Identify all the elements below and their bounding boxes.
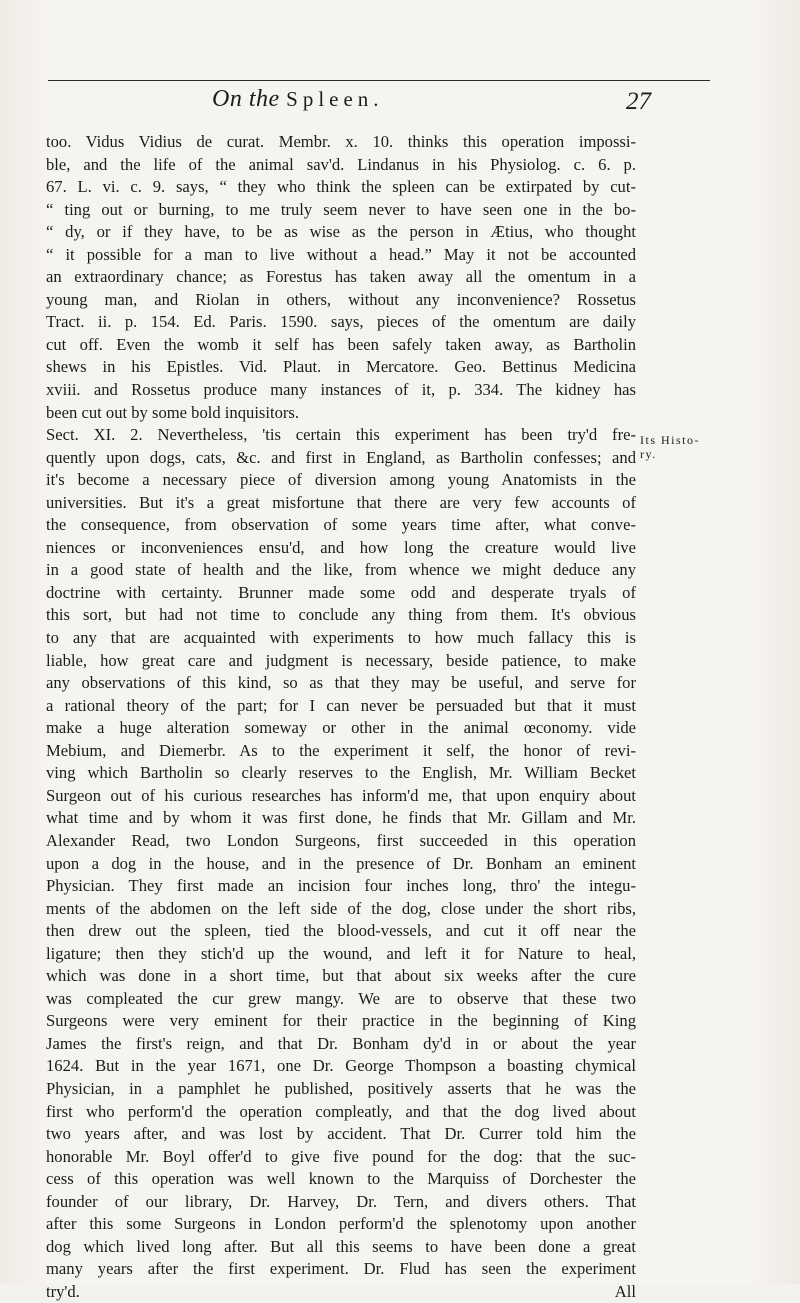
running-title-smallcaps: Spleen. <box>286 87 384 111</box>
text-line: two years after, and was lost by accident. That Dr. Currer told him the <box>46 1124 636 1144</box>
text-line: 1624. But in the year 1671, one Dr. George Thompson a boasting chymical <box>46 1056 636 1076</box>
text-line <box>46 1281 636 1303</box>
margin-note-line-2: ry. <box>640 447 657 461</box>
text-line: first who perform'd the operation compleatly, and that the dog lived about <box>46 1101 636 1121</box>
text-line: Tract. ii. p. 154. Ed. Paris. 1590. says, pieces of the omentum are daily <box>46 312 636 332</box>
text-line: doctrine with certainty. Brunner made some odd and desperate tryals of <box>46 582 636 602</box>
text-line: in a good state of health and the like, from whence we might deduce any <box>46 560 636 580</box>
text-line: too. Vidus Vidius de curat. Membr. x. 10. thinks this operation impossi- <box>46 132 636 151</box>
body-text <box>46 131 636 1303</box>
text-line: shews in his Epistles. Vid. Plaut. in Mercatore. Geo. Bettinus Medicina <box>46 357 636 377</box>
text-line: cut off. Even the womb it self has been safely taken away, as Bartholin <box>46 334 636 354</box>
text-line: “ ting out or burning, to me truly seem never to have seen one in the bo- <box>46 199 636 219</box>
last-line-text: try'd. <box>46 1281 80 1301</box>
text-line: liable, how great care and judgment is necessary, beside patience, to make <box>46 650 636 670</box>
text-line: niences or inconveniences ensu'd, and how long the creature would live <box>46 537 636 557</box>
text-line: xviii. and Rossetus produce many instances of it, p. 334. The kidney has <box>46 380 636 400</box>
text-line: ments of the abdomen on the left side of the dog, close under the short ribs, <box>46 898 636 918</box>
page-number: 27 <box>626 88 651 115</box>
header-rule <box>48 80 710 81</box>
text-line: it's become a necessary piece of diversion among young Anatomists in the <box>46 470 636 490</box>
text-line: to any that are acquainted with experiments to how much fallacy this is <box>46 628 636 648</box>
margin-note <box>640 433 700 461</box>
text-line: Mebium, and Diemerbr. As to the experiment it self, the honor of revi- <box>46 740 636 760</box>
text-line: been cut out by some bold inquisitors. <box>46 402 300 422</box>
text-line: this sort, but had not time to conclude any thing from them. It's obvious <box>46 605 636 625</box>
catchword: All <box>614 1281 636 1301</box>
text-line: universities. But it's a great misfortune that there are very few accounts of <box>46 492 636 512</box>
text-line: honorable Mr. Boyl offer'd to give five pound for the dog: that the suc- <box>46 1146 636 1166</box>
text-line: what time and by whom it was first done, he finds that Mr. Gillam and Mr. <box>46 808 636 828</box>
text-line: Physician, in a pamphlet he published, positively asserts that he was the <box>46 1078 636 1098</box>
text-line: then drew out the spleen, tied the blood-vessels, and cut it off near the <box>46 921 636 941</box>
text-line: ving which Bartholin so clearly reserves to the English, Mr. William Becket <box>46 763 636 783</box>
text-line: the consequence, from observation of some years time after, what conve- <box>46 515 636 535</box>
margin-note-line-1: Its Histo- <box>640 433 700 447</box>
text-line: cess of this operation was well known to the Marquiss of Dorchester the <box>46 1169 636 1189</box>
text-line: which was done in a short time, but that about six weeks after the cure <box>46 966 636 986</box>
text-line: quently upon dogs, cats, &c. and first in England, as Bartholin confesses; and <box>46 447 636 467</box>
text-line: Surgeons were very eminent for their practice in the beginning of King <box>46 1011 636 1031</box>
text-line: young man, and Riolan in others, without any inconvenience? Rossetus <box>46 289 636 309</box>
text-line: any observations of this kind, so as that they may be useful, and serve for <box>46 673 636 693</box>
text-line: an extraordinary chance; as Forestus has taken away all the omentum in a <box>46 267 636 287</box>
text-line: ble, and the life of the animal sav'd. Lindanus in his Physiolog. c. 6. p. <box>46 154 636 174</box>
text-line: “ it possible for a man to live without a head.” May it not be accounted <box>46 244 636 264</box>
text-line: Physician. They first made an incision four inches long, thro' the integu- <box>46 876 636 896</box>
text-line: founder of our library, Dr. Harvey, Dr. Tern, and divers others. That <box>46 1191 636 1211</box>
text-line: after this some Surgeons in London perform'd the splenotomy upon another <box>46 1214 636 1234</box>
text-line: Alexander Read, two London Surgeons, first succeeded in this operation <box>46 830 636 850</box>
text-line: was compleated the cur grew mangy. We are to observe that these two <box>46 988 636 1008</box>
text-line: Surgeon out of his curious researches has inform'd me, that upon enquiry about <box>46 785 636 805</box>
text-line: many years after the first experiment. Dr. Flud has seen the experiment <box>46 1259 636 1279</box>
text-line: “ dy, or if they have, to be as wise as the person in Ætius, who thought <box>46 222 636 242</box>
running-title-italic: On the <box>212 86 280 112</box>
text-line: a rational theory of the part; for I can never be persuaded but that it must <box>46 695 636 715</box>
text-line: James the first's reign, and that Dr. Bonham dy'd in or about the year <box>46 1033 636 1053</box>
text-line: ligature; then they stich'd up the wound, and left it for Nature to heal, <box>46 943 636 963</box>
text-line: Sect. XI. 2. Nevertheless, 'tis certain this experiment has been try'd fre- <box>46 425 636 445</box>
text-line: upon a dog in the house, and in the presence of Dr. Bonham an eminent <box>46 853 636 873</box>
text-line: 67. L. vi. c. 9. says, “ they who think the spleen can be extirpated by cut- <box>46 177 636 197</box>
text-line: dog which lived long after. But all this seems to have been done a great <box>46 1236 636 1256</box>
running-title <box>212 86 384 113</box>
text-line: make a huge alteration someway or other in the animal œconomy. vide <box>46 718 636 738</box>
